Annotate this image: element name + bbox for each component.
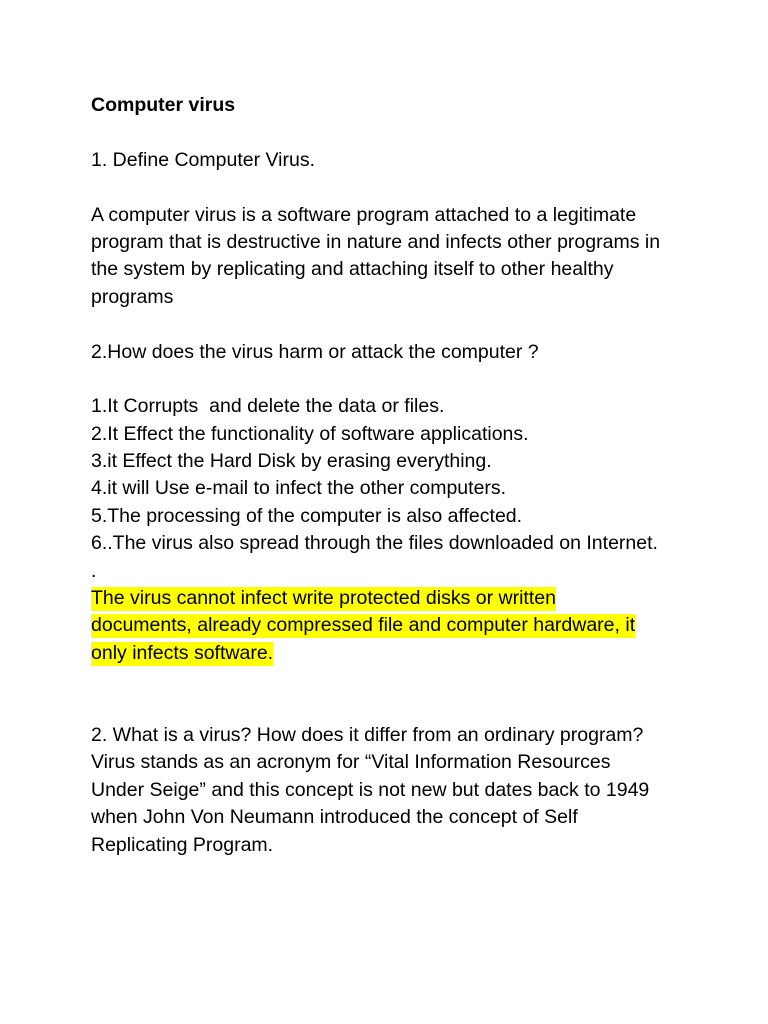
spacer <box>91 311 691 338</box>
question-2: 2.How does the virus harm or attack the computer ? <box>91 340 539 363</box>
spacer <box>91 174 691 201</box>
answer-3-line: Under Seige” and this concept is not new but dates back to 1949 <box>91 778 650 801</box>
list-item: 5.The processing of the computer is also affected. <box>91 504 523 527</box>
stray-dot: . <box>91 559 97 582</box>
question-1: 1. Define Computer Virus. <box>91 148 315 171</box>
list-item: 3.it Effect the Hard Disk by erasing everything. <box>91 450 492 473</box>
answer-1-line: the system by replicating and attaching itself to other healthy <box>91 258 614 281</box>
spacer <box>91 667 691 694</box>
spacer <box>91 695 691 722</box>
question-3: 2. What is a virus? How does it differ from an ordinary program? <box>91 723 644 746</box>
answer-1-line: program that is destructive in nature and infects other programs in <box>91 230 661 253</box>
spacer <box>91 119 691 146</box>
answer-3-line: when John Von Neumann introduced the concept of Self <box>91 806 578 829</box>
document-page <box>91 92 691 859</box>
document-title: Computer virus <box>91 94 236 116</box>
list-item: 2.It Effect the functionality of software applications. <box>91 422 529 445</box>
answer-3-line: Virus stands as an acronym for “Vital Information Resources <box>91 751 611 774</box>
list-item: 6..The virus also spread through the files downloaded on Internet. <box>91 532 658 555</box>
highlighted-line: documents, already compressed file and computer hardware, it <box>91 614 636 637</box>
answer-3-line: Replicating Program. <box>91 833 274 856</box>
answer-1-line: A computer virus is a software program attached to a legitimate <box>91 203 637 226</box>
highlighted-note <box>91 585 691 667</box>
answer-1-line: programs <box>91 285 174 308</box>
list-item: 1.It Corrupts and delete the data or files. <box>91 395 445 418</box>
spacer <box>91 366 691 393</box>
answer-3-paragraph <box>91 749 691 859</box>
list-item: 4.it will Use e-mail to infect the other computers. <box>91 477 507 500</box>
highlighted-line: The virus cannot infect write protected disks or written <box>91 587 556 610</box>
answer-1-paragraph <box>91 202 691 312</box>
harm-list <box>91 393 691 557</box>
highlighted-line: only infects software. <box>91 641 274 664</box>
